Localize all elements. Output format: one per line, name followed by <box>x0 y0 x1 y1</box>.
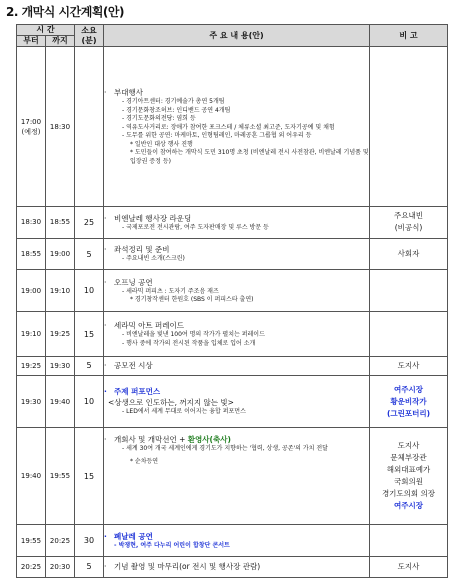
table-row <box>17 47 448 207</box>
end-time: 19:55 <box>46 428 75 525</box>
end-time: 19:10 <box>46 270 75 312</box>
note-line: 여주시장 <box>394 384 423 394</box>
start-time: 18:55 <box>17 238 46 270</box>
note-line: 여주시장 <box>394 501 423 511</box>
item-title: · 오프닝 공연 <box>104 277 153 287</box>
table-row <box>17 356 448 375</box>
content-cell <box>104 312 370 356</box>
item-detail: * 순차등연 <box>130 457 159 465</box>
item-title: · 비엔날레 행사장 라운딩 <box>104 213 192 223</box>
header-duration: 소요 (분) <box>75 25 104 47</box>
start-time: 18:30 <box>17 207 46 239</box>
note-cell <box>370 428 448 525</box>
duration <box>75 47 104 207</box>
note-line: 문체부장관 <box>390 453 427 463</box>
content-cell <box>104 47 370 207</box>
item-detail: - 비엔날레을 빛낸 100여 명의 작가가 펼치는 퍼레이드 <box>122 331 265 339</box>
note-cell <box>370 525 448 557</box>
start-time: 19:25 <box>17 356 46 375</box>
content-cell <box>104 556 370 577</box>
duration: 25 <box>75 207 104 239</box>
table-row <box>17 375 448 428</box>
item-detail: - 국제포로전 전시관람, 여주 도자판매장 및 루스 방문 등 <box>122 223 269 231</box>
end-time: 19:40 <box>46 375 75 428</box>
item-detail: * 도민들이 참여하는 개막식 도민 310명 초청 (비엔날레 전시 사전참관, 비엔날레 기념품 및 입장권 증정 등) <box>130 149 369 165</box>
content-cell <box>104 270 370 312</box>
item-subtitle: <상생으로 인도하는, 꺼지지 않는 빛> <box>108 398 234 408</box>
note-line: 경기도의회 의장 <box>381 489 436 499</box>
table-row <box>17 312 448 356</box>
note-line: (비공식) <box>394 223 423 233</box>
end-time: 18:30 <box>46 47 75 207</box>
end-time: 19:00 <box>46 238 75 270</box>
duration: 5 <box>75 356 104 375</box>
section-heading: 2. 개막식 시간계획(안) <box>6 5 124 19</box>
note-cell: 사회자 <box>370 238 448 270</box>
schedule-table <box>16 24 448 578</box>
end-time: 18:55 <box>46 207 75 239</box>
item-detail: - 박쟁현, 여주 다누리 어린이 합창단 콘서트 <box>114 541 230 549</box>
start-time: 19:00 <box>17 270 46 312</box>
item-detail: - 세라믹 퍼피츠 : 도자기 주조음 재즈 <box>122 287 219 295</box>
header-start: 부터 <box>17 36 46 47</box>
content-cell <box>104 356 370 375</box>
start-time: 19:55 <box>17 525 46 557</box>
item-detail: - LED에서 세계 무대로 이어지는 융합 퍼포먼스 <box>122 408 246 416</box>
start-time: 17:00 <box>20 117 42 126</box>
note-line: 주요내빈 <box>394 211 423 221</box>
item-title: · 폐날레 공연 <box>104 531 153 541</box>
duration: 5 <box>75 556 104 577</box>
item-detail: - 세계 30여 개국 세계인에게 경기도가 지향하는 '협력, 상생, 공존'의 가치 전달 <box>122 445 328 453</box>
duration: 10 <box>75 375 104 428</box>
item-detail: - 경기도문화의전당: 염희 등 <box>122 115 196 123</box>
header-notes: 비 고 <box>370 25 448 47</box>
start-time: 20:25 <box>17 556 46 577</box>
content-cell <box>104 525 370 557</box>
end-time: 19:30 <box>46 356 75 375</box>
note-cell: 도지사 <box>370 556 448 577</box>
note-cell <box>370 207 448 239</box>
item-title: · 세라믹 아트 퍼레이드 <box>104 321 184 331</box>
start-time: 19:10 <box>17 312 46 356</box>
item-detail: - 주요내빈 소개(스크린) <box>122 255 185 263</box>
table-row <box>17 238 448 270</box>
duration: 5 <box>75 238 104 270</box>
item-detail: - 경기아트센터: 경기예술가 총연 5개팀 <box>122 98 225 106</box>
header-row <box>17 25 448 36</box>
item-title: · 공모전 시상 <box>104 361 153 371</box>
start-time-note: (예정) <box>21 127 41 136</box>
duration: 30 <box>75 525 104 557</box>
end-time: 20:25 <box>46 525 75 557</box>
note-line: 해외대표예가 <box>386 465 431 475</box>
content-cell <box>104 207 370 239</box>
table-row <box>17 556 448 577</box>
item-detail: * 경기창작센터 한원호 (SBS 이 퍼피스타 출연) <box>130 296 254 304</box>
note-cell <box>370 47 448 207</box>
header-time: 시 간 <box>17 25 75 36</box>
end-time: 20:30 <box>46 556 75 577</box>
item-detail: - 도무를 위한 공연: 마케마토, 인형팀레인, 마레공혼 그룹협 외 어우리 등 <box>122 132 312 140</box>
duration: 15 <box>75 428 104 525</box>
item-title: · 기념 촬영 및 마무리(or 전시 및 행사장 관람) <box>104 562 261 572</box>
table-row <box>17 525 448 557</box>
header-end: 까지 <box>46 36 75 47</box>
duration: 15 <box>75 312 104 356</box>
start-time-cell <box>17 47 46 207</box>
content-cell <box>104 375 370 428</box>
note-cell <box>370 312 448 356</box>
item-detail: - 행사 중에 작가의 전시된 작품을 입체로 입어 소개 <box>122 339 256 347</box>
table-row <box>17 270 448 312</box>
item-detail: - 역유도사거리로: 장애가 참여한 포크스테 / 체류소셜 최고준, 도자기공예 및 채험 <box>122 123 335 131</box>
note-line: (그린포터리) <box>386 408 431 418</box>
content-cell <box>104 238 370 270</box>
note-line: 황운비작가 <box>390 396 427 406</box>
table-row <box>17 428 448 525</box>
header-content: 주 요 내 용(안) <box>104 25 370 47</box>
note-line: 국회의원 <box>394 477 423 487</box>
table-row <box>17 207 448 239</box>
end-time: 19:25 <box>46 312 75 356</box>
note-line: 도지사 <box>397 441 420 451</box>
note-cell <box>370 375 448 428</box>
note-cell: 도지사 <box>370 356 448 375</box>
note-cell <box>370 270 448 312</box>
item-detail: - 경기문화창조허브: 인디밴드 공연 4개팀 <box>122 106 231 114</box>
item-detail: * 일반인 대상 행사 진행 <box>130 140 193 148</box>
content-cell <box>104 428 370 525</box>
start-time: 19:30 <box>17 375 46 428</box>
item-title: · 주제 퍼포먼스 <box>104 387 161 397</box>
item-title: · 부대행사 <box>104 88 143 98</box>
item-title: · 좌석정리 및 준비 <box>104 245 170 255</box>
item-title: · 개회사 및 개막선언 + 환영사(축사) <box>104 435 231 445</box>
start-time: 19:40 <box>17 428 46 525</box>
duration: 10 <box>75 270 104 312</box>
